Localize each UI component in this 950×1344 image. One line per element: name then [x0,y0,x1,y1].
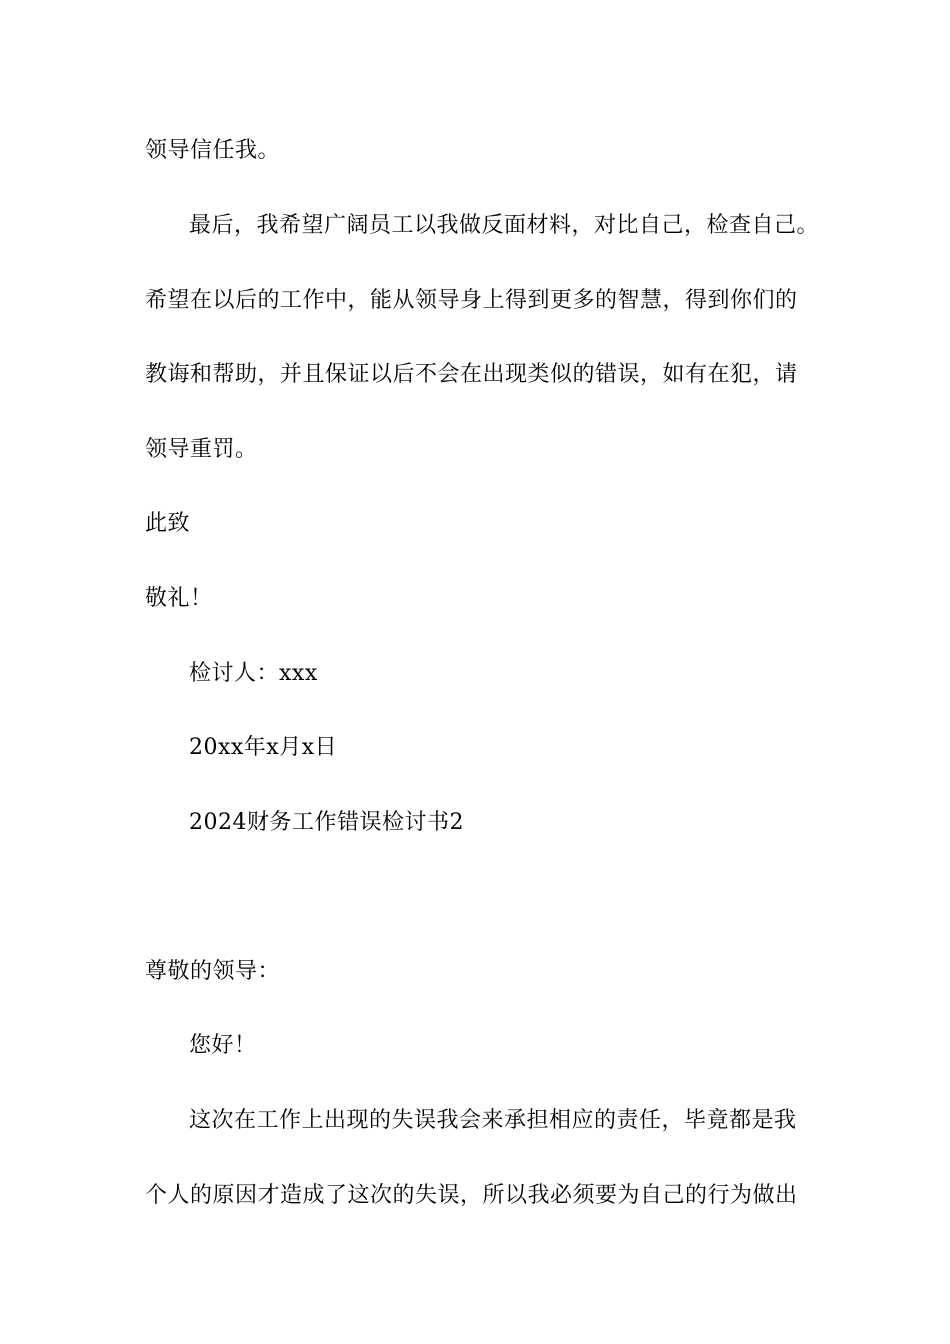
paragraph-line: 教诲和帮助，并且保证以后不会在出现类似的错误，如有在犯，请 [145,362,798,387]
paragraph-line: 最后，我希望广阔员工以我做反面材料，对比自己，检查自己。 [189,213,820,238]
section-title: 2024财务工作错误检讨书2 [189,810,464,835]
paragraph-line: 希望在以后的工作中，能从领导身上得到更多的智慧，得到你们的 [145,288,798,313]
closing-line: 此致 [145,511,191,536]
paragraph-line: 个人的原因才造成了这次的失误，所以我必须要为自己的行为做出 [145,1183,798,1208]
greeting-line: 尊敬的领导： [145,959,281,984]
date-line: 20xx年x月x日 [189,735,338,760]
signature-line: 检讨人：xxx [189,661,318,686]
greeting-hello: 您好！ [189,1033,257,1058]
paragraph-line: 领导重罚。 [145,437,258,462]
paragraph-line: 这次在工作上出现的失误我会来承担相应的责任，毕竟都是我 [189,1108,797,1133]
closing-salutation: 敬礼！ [145,586,213,611]
paragraph-line: 领导信任我。 [145,138,281,163]
